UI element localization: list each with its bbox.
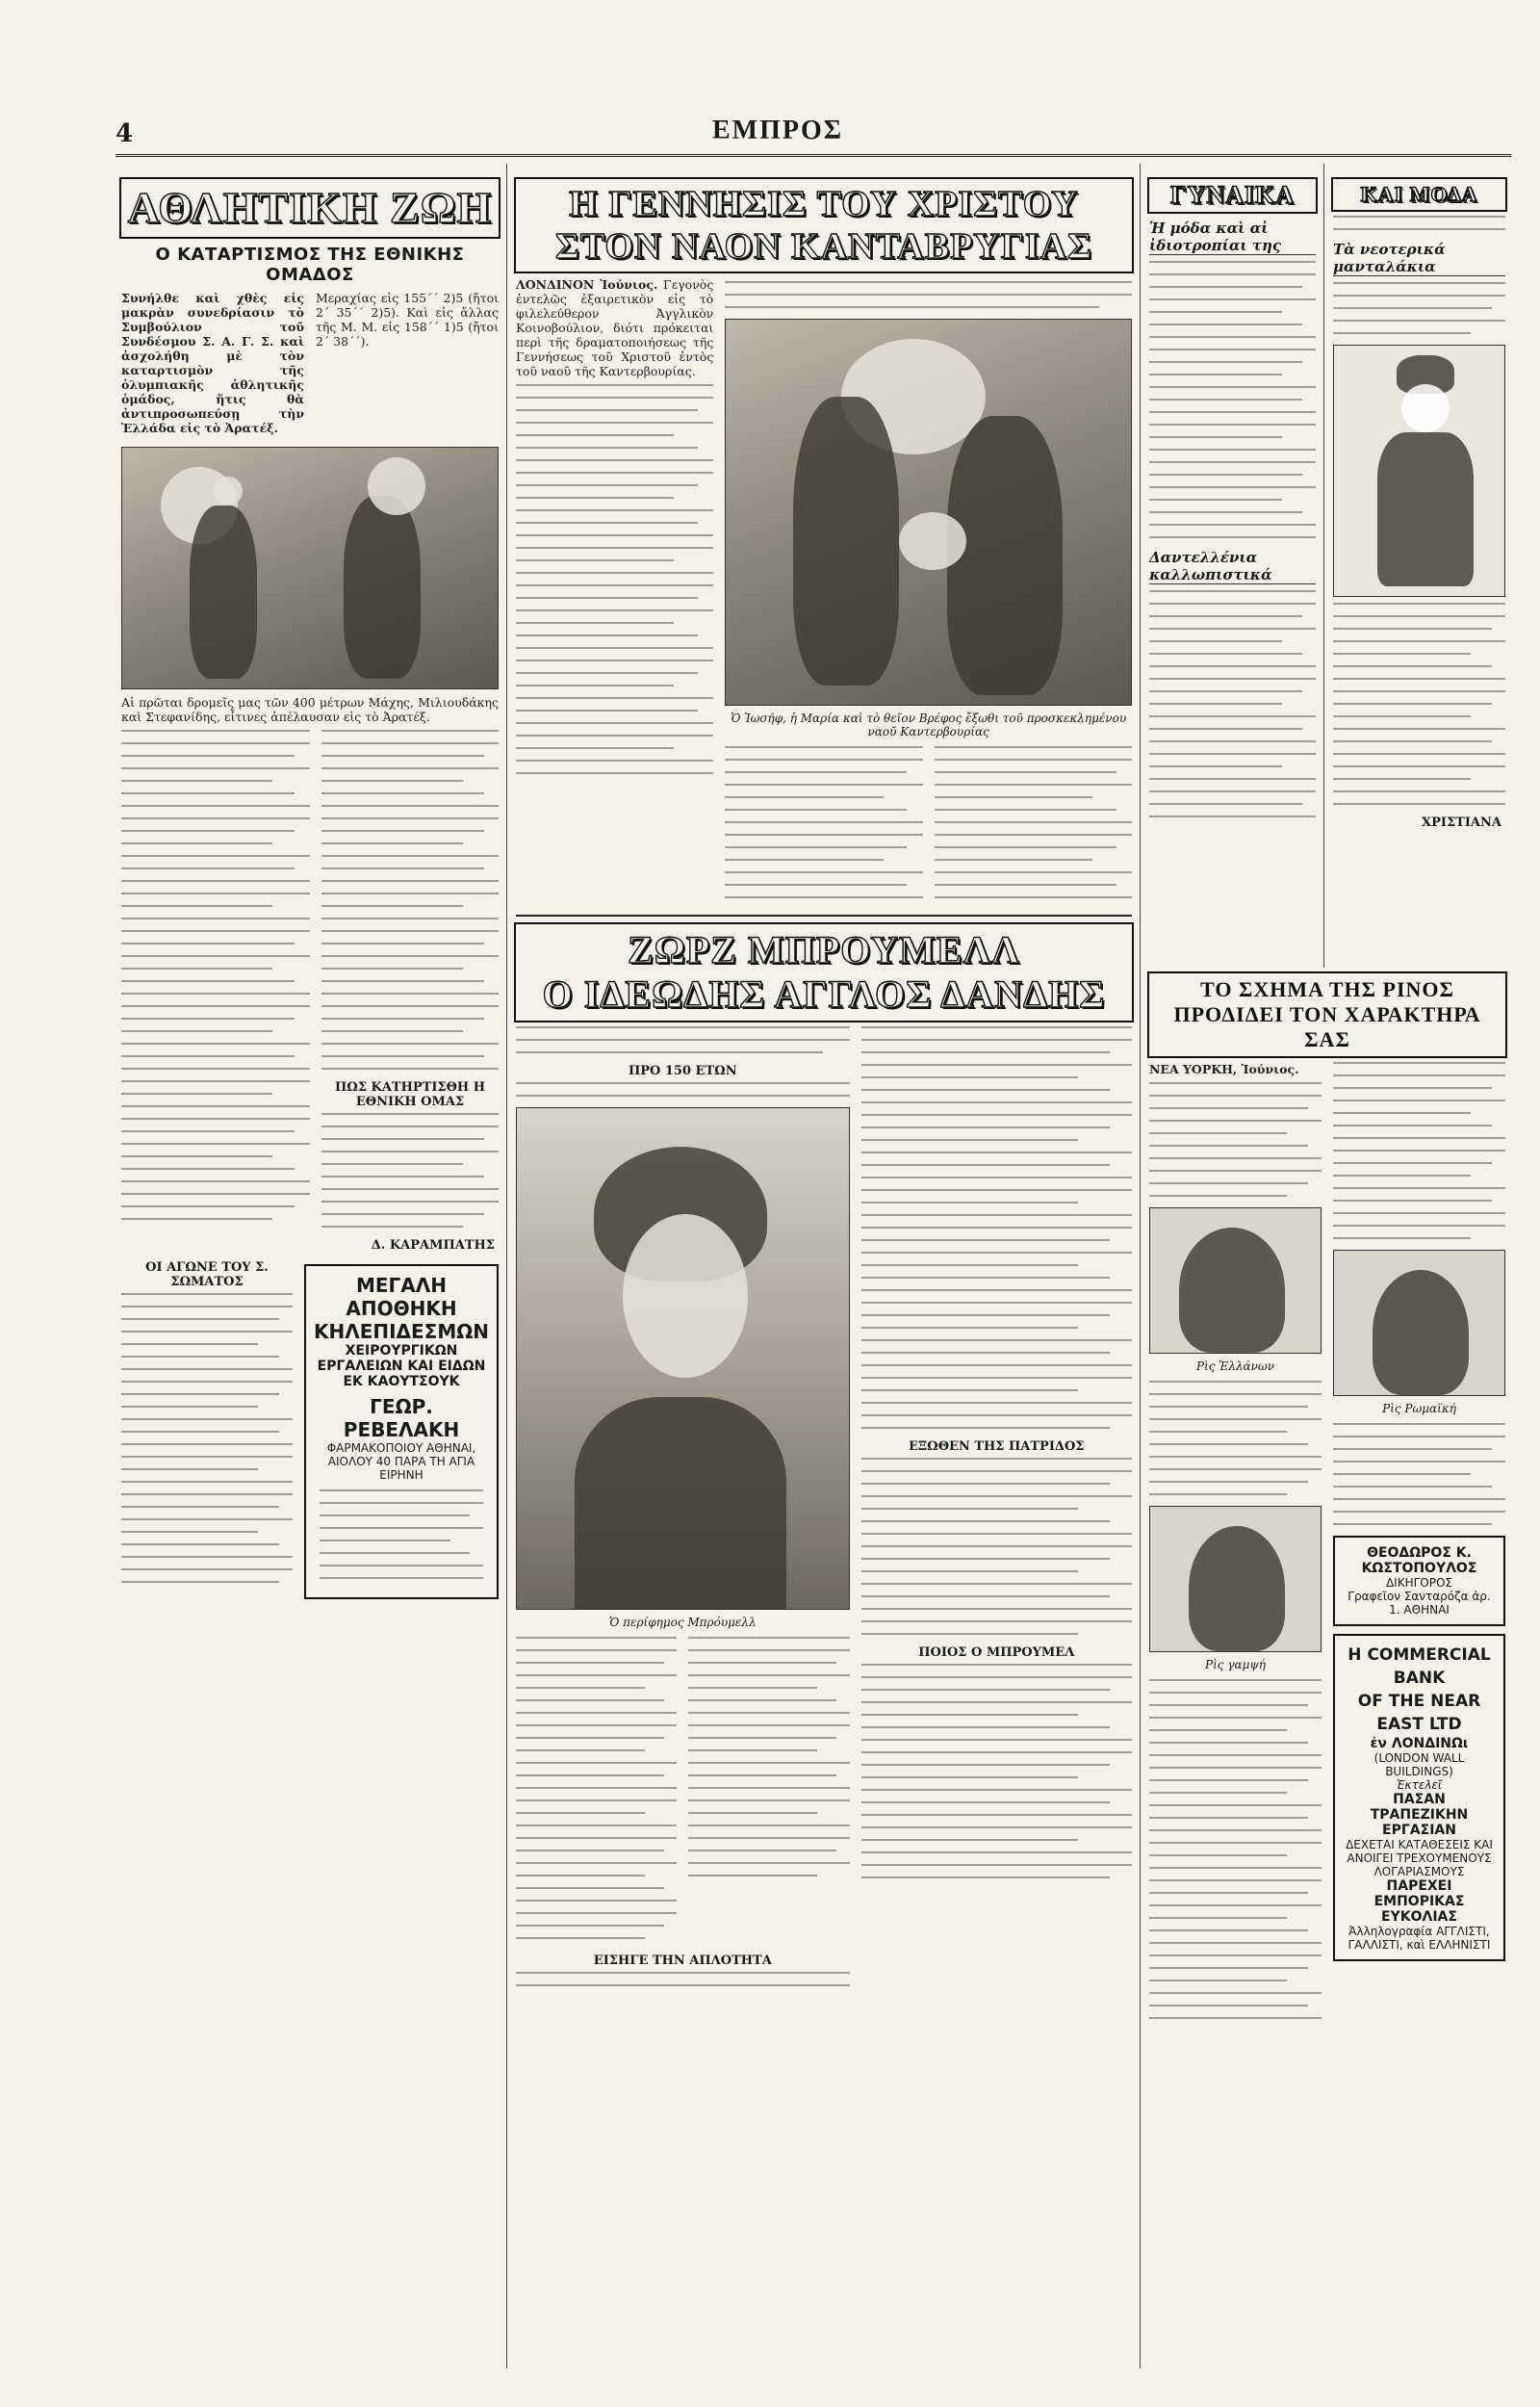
women-logo-text: ΓΥΝΑΙΚΑ	[1170, 181, 1295, 209]
fashion-text-b	[1333, 282, 1505, 334]
lawyer-address: Γραφεῖον Σανταρόζα ἀρ. 1. ΑΘΗΝΑΙ	[1348, 1590, 1491, 1617]
fashion-illustration	[1333, 345, 1505, 597]
sale-place: ΦΑΡΜΑΚΟΠΟΙΟΥ ΑΘΗΝΑΙ, ΑΙΟΛΟΥ 40 ΠΑΡΑ ΤΗ ΑΓΙΑ ΕΙΡΗΝΗ	[326, 1441, 476, 1482]
body-games-text	[121, 1293, 293, 1583]
women-fashion-title: Ἡ μόδα καὶ αἱ ἰδιοτροπίαι της	[1149, 220, 1316, 255]
bank-line4: (LONDON WALL BUILDINGS)	[1373, 1751, 1465, 1778]
sale-ad-text	[320, 1489, 483, 1579]
bank-line9: Ἀλληλογραφία ΑΓΓΛΙΣΤΙ, ΓΑΛΛΙΣΤΙ, καὶ ΕΛΛΗΝΙΣΤΙ	[1348, 1925, 1491, 1952]
women-text-a	[1149, 261, 1316, 538]
brummell-text-b	[516, 1082, 850, 1097]
fashion-section-title: Τὰ νεοτερικά μανταλάκια	[1333, 241, 1505, 276]
sale-line3: ΧΕΙΡΟΥΡΓΙΚΩΝ ΕΡΓΑΛΕΙΩΝ ΚΑΙ ΕΙΔΩΝ ΕΚ ΚΑΟΥΤΣΟΥΚ	[317, 1343, 486, 1389]
brummell-headline-line2: Ο ΙΔΕΩΔΗΣ ΑΓΓΛΟΣ ΔΑΝΔΗΣ	[542, 972, 1106, 1016]
christmas-text-left	[516, 384, 713, 774]
column-rule	[1140, 164, 1141, 2368]
sports-lead-right: Μεραχίας εἰς 155΄΄ 2)5 (ἤτοι 2΄ 35΄΄ 2)5). Καὶ εἰς ἄλλας τῆς Μ. Μ. εἰς 158΄΄ 1)5 (ἤτοι 2΄ 38΄΄).	[316, 291, 499, 349]
fashion-signature: ΧΡΙΣΤΙΑΝΑ	[1422, 815, 1502, 830]
fashion-logo-text: ΚΑΙ ΜΟΔΑ	[1360, 182, 1478, 206]
nose-text-b	[1149, 1381, 1322, 1495]
fashion-logo	[1331, 177, 1507, 212]
sale-line2: ΚΗΛΕΠΙΔΕΣΜΩΝ	[313, 1320, 489, 1343]
christmas-text-bottom-a	[725, 746, 922, 909]
center-column	[510, 173, 1138, 2368]
nose-caption-hooked: Ρὶς γαμψή	[1205, 1658, 1266, 1671]
sports-column	[116, 173, 504, 2368]
bank-line5: Ἐκτελεῖ	[1397, 1778, 1442, 1792]
nose-headline	[1147, 971, 1507, 1058]
brummell-headline-line1: ΖΩΡΖ ΜΠΡΟΥΜΕΛΛ	[628, 928, 1020, 971]
runners-caption: Αἱ πρῶται δρομεῖς μας τῶν 400 μέτρων Μάχης, Μιλιουδάκης καὶ Στεφανίδης, εἶτινες ἀπέλαυσαν εἰς τὸ Ἀρατέξ.	[121, 695, 499, 724]
brummell-headline	[514, 922, 1134, 1022]
sale-name: ΓΕΩΡ. ΡΕΒΕΛΑΚΗ	[343, 1395, 460, 1441]
christmas-headline	[514, 177, 1134, 273]
nose-article	[1143, 968, 1511, 2368]
nose-photo-roman	[1333, 1250, 1505, 1396]
women-text-b	[1149, 590, 1316, 817]
brummell-text-a	[516, 1026, 850, 1053]
lawyer-ad	[1333, 1536, 1505, 1626]
brummell-text-g	[861, 1458, 1132, 1635]
lawyer-name: ΘΕΟΔΩΡΟΣ Κ. ΚΩΣΤΟΠΟΥΛΟΣ	[1361, 1545, 1477, 1576]
runners-photo	[121, 447, 499, 689]
bank-line8: ΠΑΡΕΧΕΙ ΕΜΠΟΡΙΚΑΣ ΕΥΚΟΛΙΑΣ	[1373, 1878, 1465, 1925]
bank-line1: Η COMMERCIAL BANK	[1348, 1645, 1491, 1688]
national-team-subhead: ΠΩΣ ΚΑΤΗΡΤΙΣΘΗ Η ΕΘΝΙΚΗ ΟΜΑΣ	[334, 1080, 486, 1109]
christmas-text-top	[725, 281, 1132, 308]
bank-line6: ΠΑΣΑΝ ΤΡΑΠΕΖΙΚΗΝ ΕΡΓΑΣΙΑΝ	[1370, 1792, 1469, 1838]
christmas-body-text: Γεγονὸς ἐντελῶς ἐξαιρετικὸν εἰς τὸ φιλελεύθερον Ἀγγλικὸν Κοινοβούλιον, διότι πρόκειται περὶ τῆς δραματοποιήσεως τῆς Γεννήσεως τοῦ Χριστοῦ ἐντὸς τοῦ ναοῦ τῆς Καντερβουρίας.	[516, 277, 714, 378]
nose-photo-hooked	[1149, 1506, 1322, 1652]
bank-ad	[1333, 1634, 1505, 1961]
page-number: 4	[116, 119, 134, 148]
sale-line1: ΜΕΓΑΛΗ ΑΠΟΘΗΚΗ	[346, 1274, 457, 1320]
fashion-text-a	[1333, 216, 1505, 230]
bank-line7: ΔΕΧΕΤΑΙ ΚΑΤΑΘΕΣΕΙΣ ΚΑΙ ΑΝΟΙΓΕΙ ΤΡΕΧΟΥΜΕΝΟΥΣ ΛΟΓΑΡΙΑΣΜΟΥΣ	[1346, 1838, 1493, 1878]
brummell-portrait	[516, 1107, 850, 1610]
body-games-subhead: ΟΙ ΑΓΩΝΕ ΤΟΥ Σ. ΣΩΜΑΤΟΣ	[145, 1260, 269, 1289]
christmas-text-bottom-b	[935, 746, 1132, 909]
brummell-text-c	[516, 1637, 677, 1950]
nativity-photo	[725, 319, 1132, 706]
bank-line2: OF THE NEAR EAST LTD	[1357, 1692, 1481, 1734]
sports-body-text-right	[321, 730, 499, 1070]
sports-signature: Δ. ΚΑΡΑΜΠΑΤΗΣ	[371, 1238, 495, 1253]
christmas-dateline: ΛΟΝΔΙΝΟΝ Ἰούνιος.	[516, 277, 658, 292]
brummell-text-f	[861, 1026, 1132, 1429]
brummell-sub3: ΕΞΩΘΕΝ ΤΗΣ ΠΑΤΡΙΔΟΣ	[909, 1439, 1085, 1454]
christmas-body	[516, 277, 713, 378]
masthead	[116, 116, 1511, 157]
brummell-text-h	[861, 1664, 1132, 1878]
brummell-text-d	[688, 1637, 849, 1950]
fashion-text-c	[1333, 603, 1505, 805]
nose-text-d	[1333, 1062, 1505, 1239]
surgical-supplies-ad	[304, 1264, 499, 1599]
nose-text-a	[1149, 1082, 1322, 1197]
nose-caption-roman: Ρὶς Ρωμαϊκή	[1382, 1402, 1456, 1415]
nose-text-e	[1333, 1423, 1505, 1525]
sports-logo	[119, 177, 500, 239]
brummell-sub2: ΕΙΣΗΓΕ ΤΗΝ ΑΠΛΟΤΗΤΑ	[593, 1954, 772, 1968]
brummell-caption: Ὁ περίφημος Μπρόυμελλ	[609, 1616, 757, 1629]
nose-caption-greek: Ρὶς Ἑλλάνων	[1195, 1359, 1275, 1373]
bank-line3: ἐν ΛΟΝΔΙΝΩι	[1370, 1736, 1469, 1751]
nose-headline-line2: ΠΡΟΔΙΔΕΙ ΤΟΝ ΧΑΡΑΚΤΗΡΑ ΣΑΣ	[1173, 1002, 1481, 1051]
sports-logo-text: ΑΘΛΗΤΙΚΗ ΖΩΗ	[127, 183, 493, 232]
brummell-text-e	[516, 1972, 850, 1986]
paper-name: ΕΜΠΡΟΣ	[712, 116, 844, 145]
sports-body-text	[121, 730, 310, 1256]
brummell-sub4: ΠΟΙΟΣ Ο ΜΠΡΟΥΜΕΛ	[918, 1645, 1075, 1660]
christmas-headline-line2: ΣΤΟΝ ΝΑΟΝ ΚΑΝΤΑΒΡΥΓΙΑΣ	[555, 226, 1092, 267]
column-rule	[506, 164, 507, 2368]
national-team-text	[321, 1113, 499, 1228]
women-lace-title: Δαντελλένια καλλωπιστικά	[1149, 549, 1316, 584]
nose-headline-line1: ΤΟ ΣΧΗΜΑ ΤΗΣ ΡΙΝΟΣ	[1200, 977, 1454, 1001]
nose-text-c	[1149, 1679, 1322, 2019]
christmas-headline-line1: Η ΓΕΝΝΗΣΙΣ ΤΟΥ ΧΡΙΣΤΟΥ	[569, 184, 1079, 224]
sports-lead: Συνήλθε καὶ χθὲς εἰς μακρὰν συνεδρίασιν τὸ Συμβούλιον τοῦ Συνδέσμου Σ. Α. Γ. Σ. καὶ ἀσχολήθη μὲ τὸν καταρτισμὸν τῆς ὀλυμπιακῆς ἀθλητικῆς ὁμάδος, ἥτις θὰ ἀντιπροσωπεύσῃ τὴν Ἑλλάδα εἰς τὸ Ἀρατέξ.	[121, 291, 304, 435]
sports-headline: Ο ΚΑΤΑΡΤΙΣΜΟΣ ΤΗΣ ΕΘΝΙΚΗΣ ΟΜΑΔΟΣ	[155, 245, 465, 285]
nativity-caption: Ὁ Ἰωσήφ, ἡ Μαρία καὶ τὸ θεῖον Βρέφος ἔξωθι τοῦ προσκεκλημένου ναοῦ Καντερβουρίας	[731, 712, 1127, 738]
nose-photo-greek	[1149, 1207, 1322, 1354]
brummell-subhead: ΠΡΟ 150 ΕΤΩΝ	[628, 1064, 737, 1078]
nose-dateline: ΝΕΑ ΥΟΡΚΗ, Ἰούνιος.	[1149, 1062, 1299, 1076]
lawyer-title: ΔΙΚΗΓΟΡΟΣ	[1385, 1576, 1453, 1590]
women-logo	[1147, 177, 1318, 214]
